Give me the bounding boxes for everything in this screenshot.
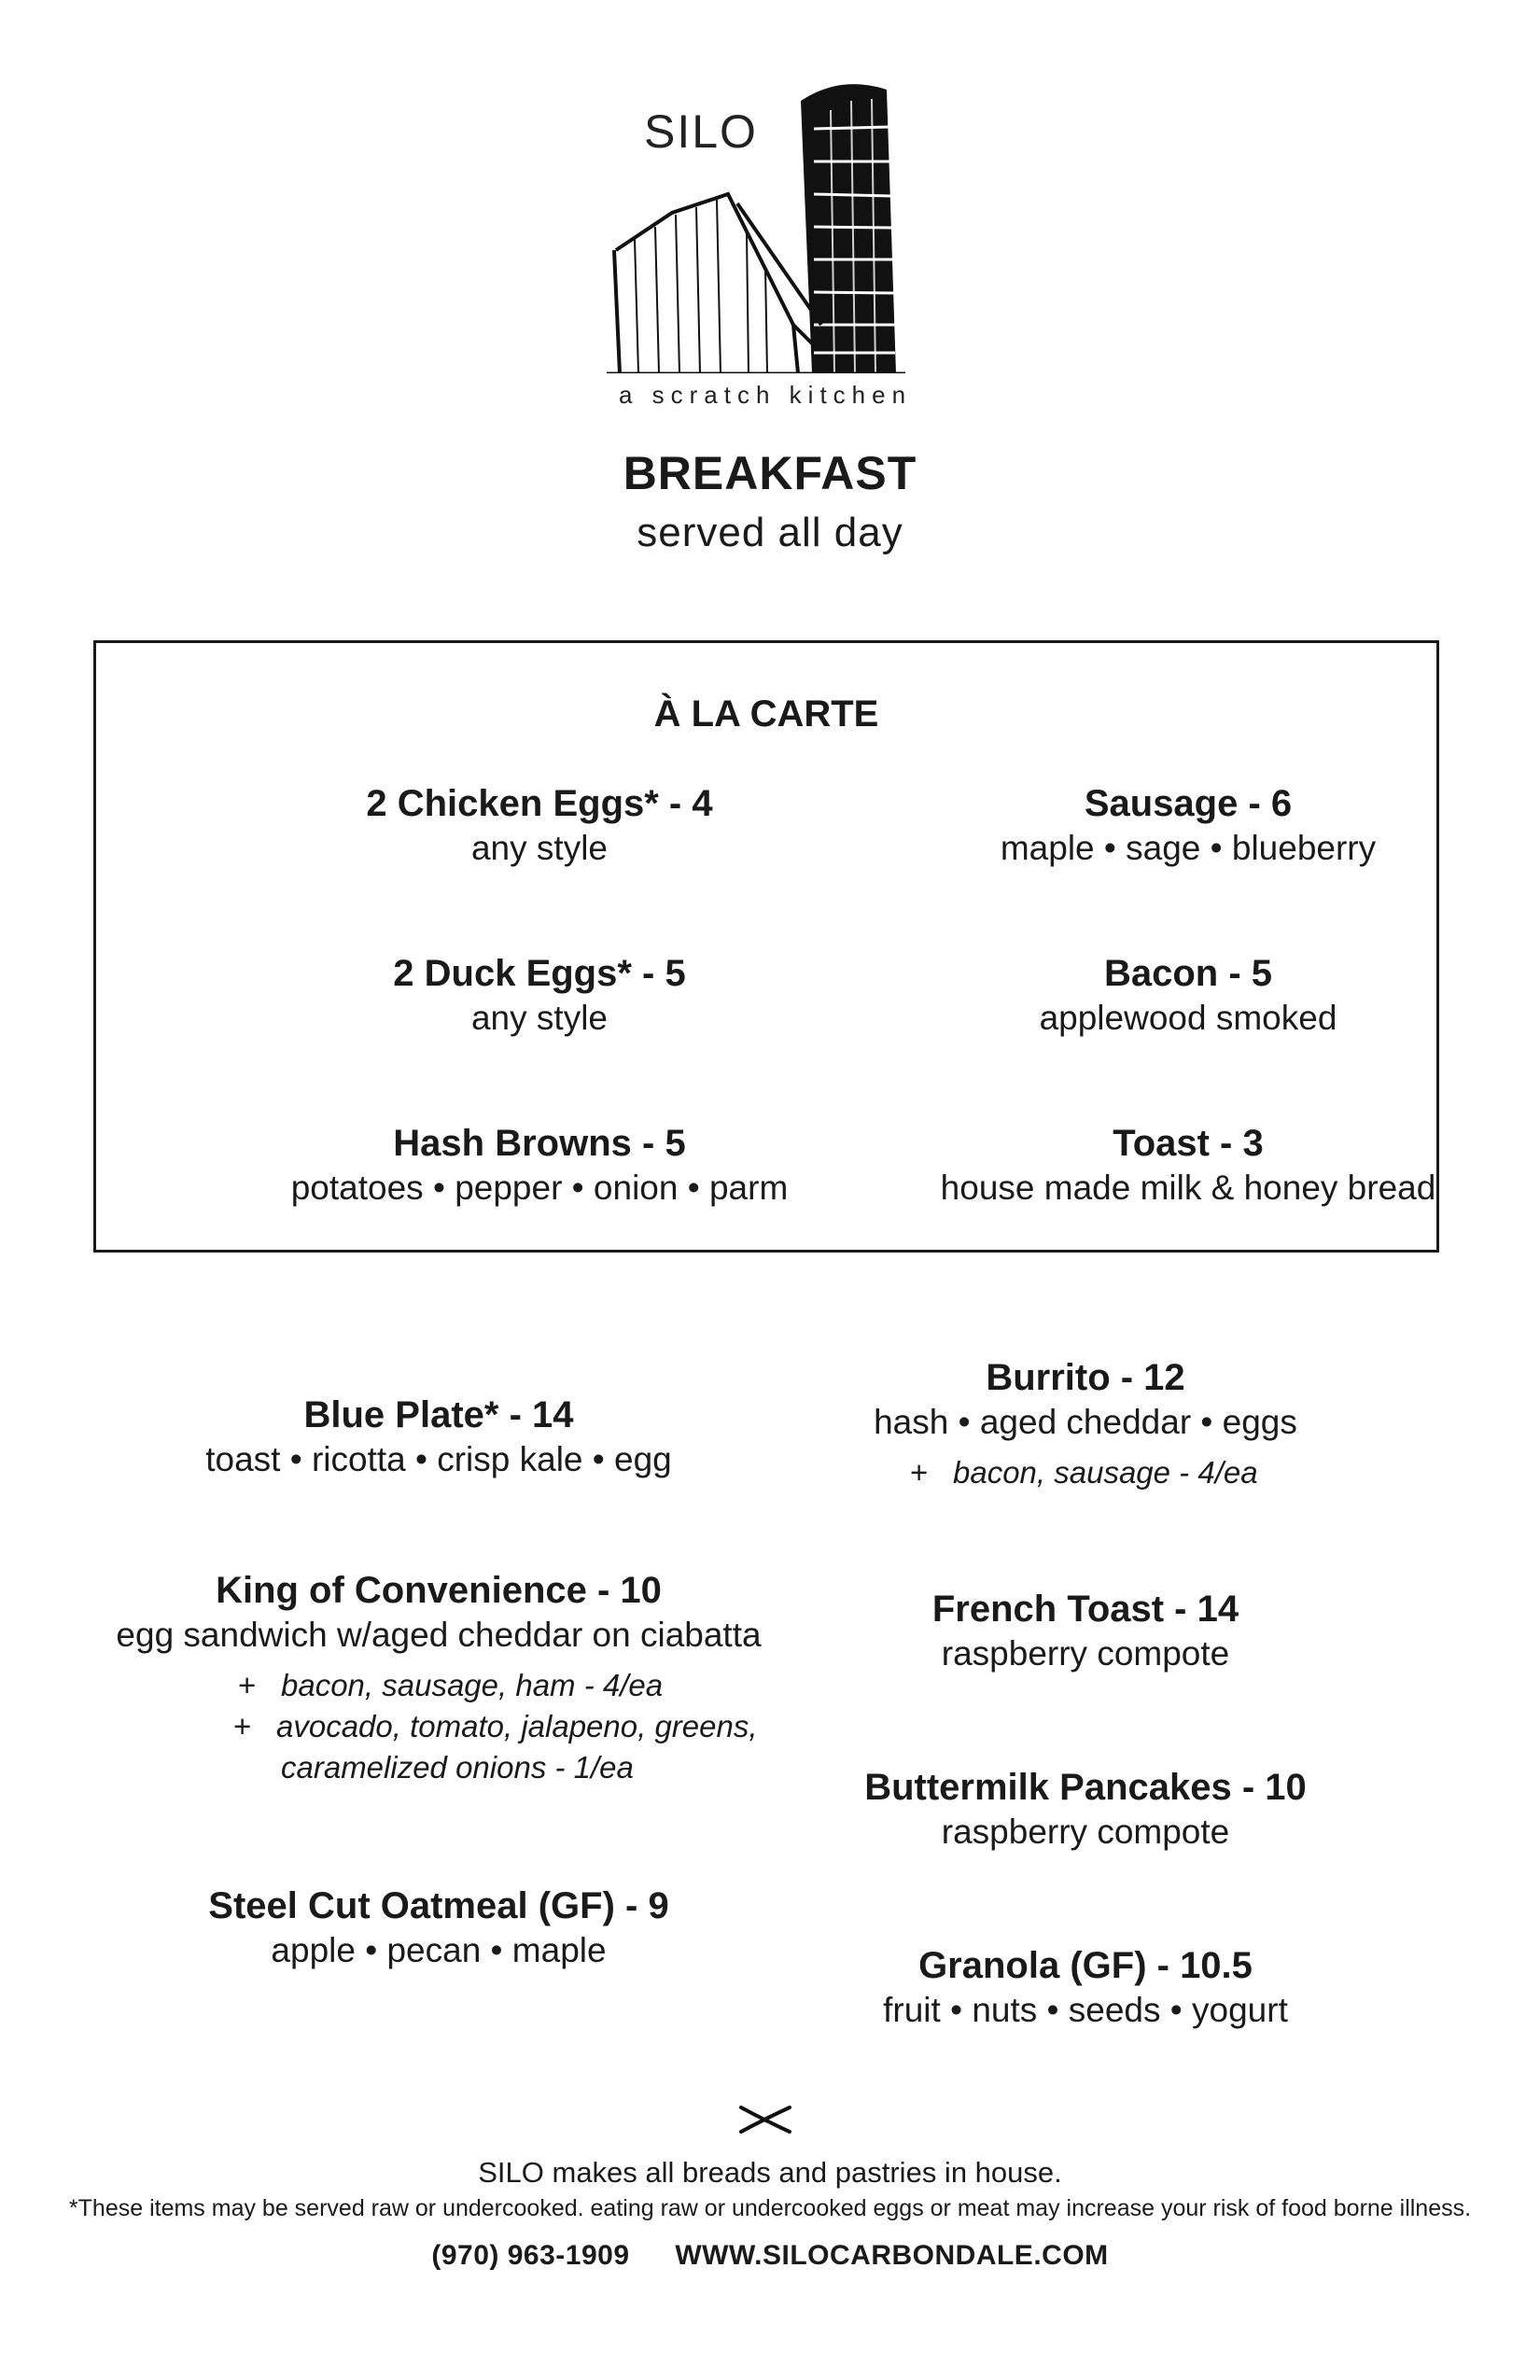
- item-name: 2 Duck Eggs* - 5: [393, 953, 686, 994]
- contact-info: [0, 2240, 1540, 2272]
- item-name: Steel Cut Oatmeal (GF) - 9: [208, 1885, 669, 1926]
- item-description: raspberry compote: [941, 1634, 1230, 1673]
- section-heading: À LA CARTE: [653, 693, 879, 735]
- menu-item: [815, 1121, 1540, 1211]
- item-description: toast • ricotta • crisp kale • egg: [205, 1440, 672, 1478]
- brand-name: SILO: [644, 105, 758, 158]
- menu-item: [815, 951, 1540, 1041]
- plus-icon: +: [910, 1455, 929, 1490]
- item-description: fruit • nuts • seeds • yogurt: [883, 1991, 1288, 2029]
- item-name: Buttermilk Pancakes - 10: [864, 1767, 1307, 1808]
- menu-item: [166, 951, 913, 1041]
- item-description: hash • aged cheddar • eggs: [874, 1403, 1297, 1441]
- item-name: French Toast - 14: [931, 1589, 1239, 1630]
- crossed-utensils-icon: [737, 2100, 793, 2137]
- barn-and-silo-logo-icon: [607, 73, 924, 373]
- item-name: Sausage - 6: [1084, 783, 1293, 824]
- a-la-carte-section: [93, 640, 1439, 1253]
- allergy-warning: *These items may be served raw or undercooked. eating raw or undercooked eggs or meat may increase your risk of food borne illness.: [68, 2195, 1472, 2221]
- item-description: raspberry compote: [941, 1813, 1230, 1851]
- plus-icon: +: [238, 1668, 257, 1702]
- item-name: Burrito - 12: [986, 1357, 1185, 1398]
- page-subtitle: served all day: [637, 510, 903, 555]
- addon-text: avocado, tomato, jalapeno, greens,: [276, 1709, 758, 1743]
- item-name: Hash Browns - 5: [393, 1123, 686, 1164]
- menu-item: [166, 1121, 913, 1211]
- phone-number[interactable]: (970) 963-1909: [431, 2240, 630, 2271]
- item-description: house made milk & honey bread: [940, 1169, 1436, 1207]
- page-title: BREAKFAST: [623, 447, 917, 499]
- menu-item: [712, 1587, 1459, 1676]
- menu-item: [712, 1943, 1459, 2033]
- footer-note: SILO makes all breads and pastries in house.: [478, 2156, 1062, 2189]
- item-name: Toast - 3: [1113, 1123, 1264, 1164]
- menu-item: [166, 781, 913, 871]
- item-description: potatoes • pepper • onion • parm: [290, 1169, 789, 1207]
- item-description: maple • sage • blueberry: [1000, 829, 1377, 867]
- item-name: King of Convenience - 10: [216, 1570, 662, 1611]
- menu-item: [815, 781, 1540, 871]
- item-name: Blue Plate* - 14: [303, 1394, 574, 1435]
- item-description: any style: [470, 999, 608, 1037]
- item-name: 2 Chicken Eggs* - 4: [366, 783, 713, 824]
- menu-item: [65, 1883, 812, 1973]
- item-addon: [233, 1706, 812, 1747]
- menu-item: [65, 1568, 812, 1788]
- menu-item: [712, 1355, 1459, 1493]
- website-link[interactable]: WWW.SILOCARBONDALE.COM: [675, 2240, 1109, 2271]
- item-addon-continued: caramelized onions - 1/ea: [281, 1750, 634, 1785]
- item-description: egg sandwich w/aged cheddar on ciabatta: [116, 1616, 762, 1654]
- plus-icon: +: [233, 1709, 252, 1743]
- addon-text: bacon, sausage - 4/ea: [953, 1455, 1258, 1490]
- item-description: apple • pecan • maple: [271, 1931, 607, 1969]
- menu-item: [712, 1765, 1459, 1855]
- item-description: any style: [470, 829, 608, 867]
- item-name: Granola (GF) - 10.5: [918, 1945, 1253, 1986]
- item-description: applewood smoked: [1039, 999, 1337, 1037]
- addon-text: bacon, sausage, ham - 4/ea: [281, 1668, 664, 1702]
- tagline: a scratch kitchen: [618, 381, 913, 409]
- item-name: Bacon - 5: [1103, 953, 1273, 994]
- menu-item: [65, 1393, 812, 1482]
- item-addon: [910, 1452, 1459, 1493]
